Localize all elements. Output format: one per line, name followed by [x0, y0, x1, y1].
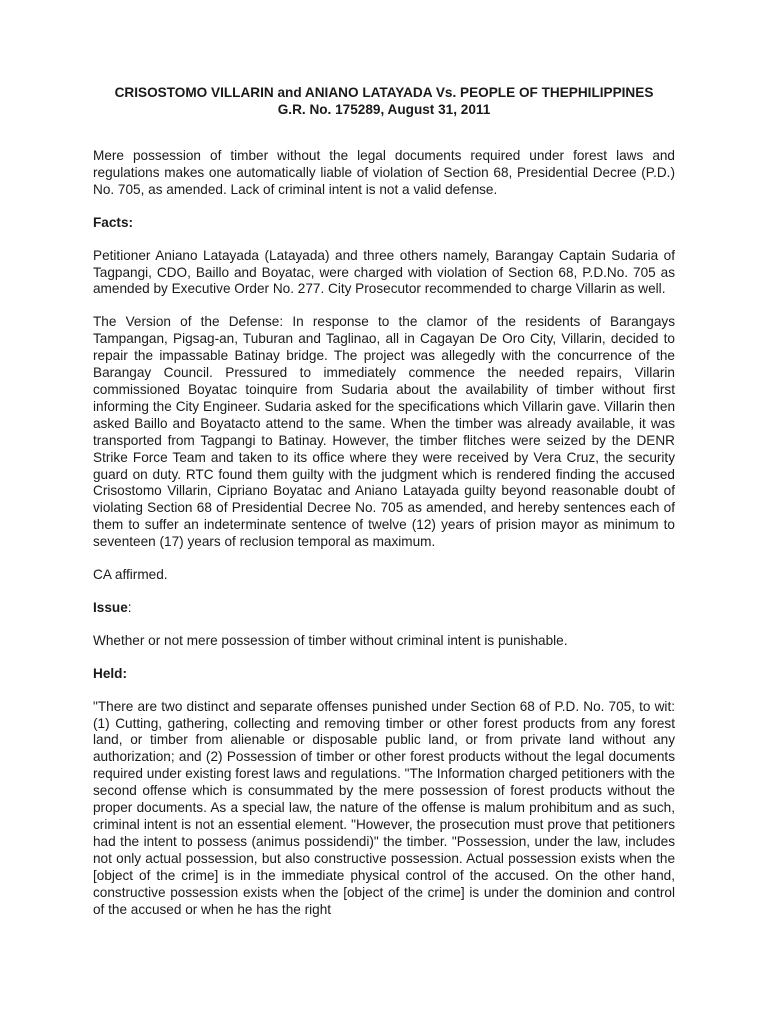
issue-heading-colon: : — [127, 599, 132, 615]
facts-paragraph-2: The Version of the Defense: In response to the clamor of the residents of Barangays Tampangan, Pigsag-an, Tuburan and Taglinao, all in Cagayan De Oro City, Villarin, decided to repair the impassable Batinay bridge. The project was allegedly with the concurrence of the Barangay Council. Pressured to immediately commence the needed repairs, Villarin commissioned Boyatac toinquire from Sudaria about the availability of timber without first informing the City Engineer. Sudaria asked for the specifications which Villarin gave. Villarin then asked Baillo and Boyatacto attend to the same. When the timber was already available, it was transported from Tagpangi to Batinay. However, the timber flitches were seized by the DENR Strike Force Team and taken to its office where they were received by Vera Cruz, the security guard on duty. RTC found them guilty with the judgment which is rendered finding the accused Crisostomo Villarin, Cipriano Boyatac and Aniano Latayada guilty beyond reasonable doubt of violating Section 68 of Presidential Decree No. 705 as amended, and hereby sentences each of them to suffer an indeterminate sentence of twelve (12) years of prision mayor as minimum to seventeen (17) years of reclusion temporal as maximum. — [93, 314, 675, 550]
facts-paragraph-1: Petitioner Aniano Latayada (Latayada) and three others namely, Barangay Captain Sudaria of Tagpangi, CDO, Baillo and Boyatac, were charged with violation of Section 68, P.D.No. 705 as amended by Executive Order No. 277. City Prosecutor recommended to charge Villarin as well. — [93, 247, 675, 297]
ca-affirmed-paragraph: CA affirmed. — [93, 567, 168, 583]
held-heading: Held: — [93, 665, 127, 681]
held-paragraph: "There are two distinct and separate offenses punished under Section 68 of P.D. No. 705, to wit:(1) Cutting, gathering, collecting and removing timber or other forest products from any forest land, or timber from alienable or disposable public land, or from private land without any authorization; and (2) Possession of timber or other forest products without the legal documents required under existing forest laws and regulations. "The Information charged petitioners with the second offense which is consummated by the mere possession of forest products without the proper documents. As a special law, the nature of the offense is malum prohibitum and as such, criminal intent is not an essential element. "However, the prosecution must prove that petitioners had the intent to possess (animus possidendi)" the timber. "Possession, under the law, includes not only actual possession, but also constructive possession. Actual possession exists when the [object of the crime] is in the immediate physical control of the accused. On the other hand, constructive possession exists when the [object of the crime] is under the dominion and control of the accused or when he has the right — [93, 698, 675, 917]
issue-heading-label: Issue — [93, 599, 128, 615]
case-title-block — [93, 84, 675, 118]
case-citation: G.R. No. 175289, August 31, 2011 — [277, 102, 491, 117]
issue-heading — [93, 600, 675, 617]
issue-paragraph: Whether or not mere possession of timber without criminal intent is punishable. — [93, 632, 568, 648]
facts-heading: Facts: — [93, 214, 134, 230]
intro-paragraph: Mere possession of timber without the legal documents required under forest laws and regulations makes one automatically liable of violation of Section 68, Presidential Decree (P.D.) No. 705, as amended. Lack of criminal intent is not a valid defense. — [93, 148, 675, 197]
case-title: CRISOSTOMO VILLARIN and ANIANO LATAYADA Vs. PEOPLE OF THEPHILIPPINES — [114, 85, 654, 100]
